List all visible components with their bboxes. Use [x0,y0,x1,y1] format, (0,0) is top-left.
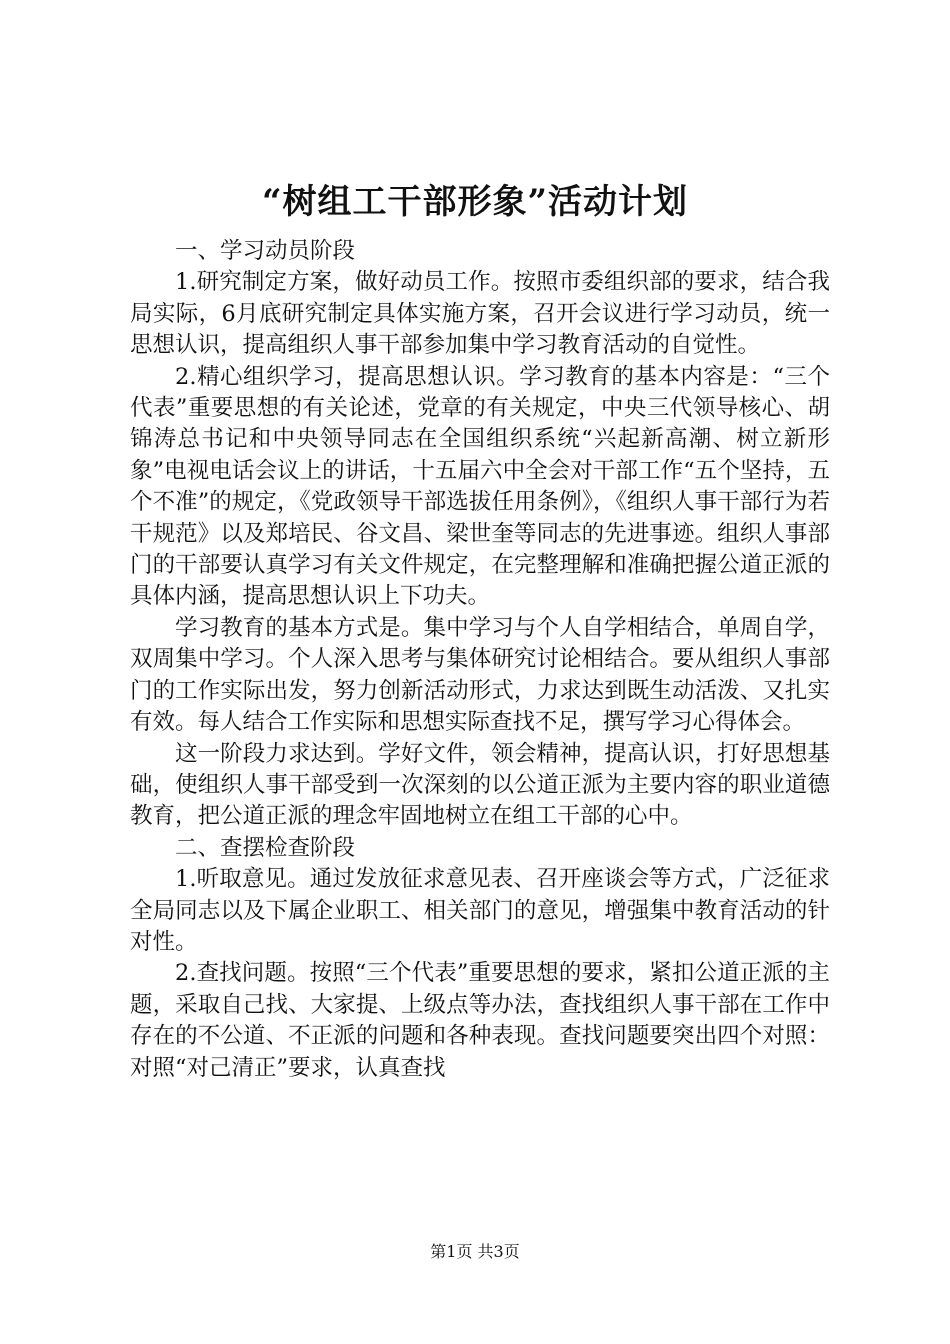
paragraph: 2.查找问题。按照“三个代表”重要思想的要求，紧扣公道正派的主题，采取自己找、大家提、上级点等办法，查找组织人事干部在工作中存在的不公道、不正派的问题和各种表现。查找问题要突出四个对照：对照“对己清正”要求，认真查找 [130,960,830,1081]
paragraph: 1.研究制定方案，做好动员工作。按照市委组织部的要求，结合我局实际，6月底研究制定具体实施方案，召开会议进行学习动员，统一思想认识，提高组织人事干部参加集中学习教育活动的自觉性。 [130,269,830,359]
paragraph: 这一阶段力求达到。学好文件，领会精神，提高认识，打好思想基础，使组织人事干部受到一次深刻的以公道正派为主要内容的职业道德教育，把公道正派的理念牢固地树立在组工干部的心中。 [130,740,830,830]
page-number-footer: 第1页 共3页 [430,1242,520,1261]
paragraph: 1.听取意见。通过发放征求意见表、召开座谈会等方式，广泛征求全局同志以及下属企业职工、相关部门的意见，增强集中教育活动的针对性。 [130,866,830,955]
section-heading-1: 一、学习动员阶段 [175,238,356,264]
paragraph: 2.精心组织学习，提高思想认识。学习教育的基本内容是：“三个代表”重要思想的有关论述，党章的有关规定，中央三代领导核心、胡锦涛总书记和中央领导同志在全国组织系统“兴起新高潮、树立新形象”电视电话会议上的讲话，十五届六中全会对干部工作“五个坚持，五个不准”的规定，《党政领导干部选拔任用条例》，《组织人事干部行为若干规范》以及郑培民、谷文昌、梁世奎等同志的先进事迹。组织人事部门的干部要认真学习有关文件规定，在完整理解和准确把握公道正派的具体内涵，提高思想认识上下功夫。 [130,363,830,610]
paragraph: 学习教育的基本方式是。集中学习与个人自学相结合，单周自学，双周集中学习。个人深入思考与集体研究讨论相结合。要从组织人事部门的工作实际出发，努力创新活动形式，力求达到既生动活泼、又扎实有效。每人结合工作实际和思想实际查找不足，撰写学习心得体会。 [130,614,830,736]
section-heading-2: 二、查摆检查阶段 [175,834,356,861]
document-title: “树组工干部形象”活动计划 [261,182,689,222]
document-body [130,236,830,1084]
